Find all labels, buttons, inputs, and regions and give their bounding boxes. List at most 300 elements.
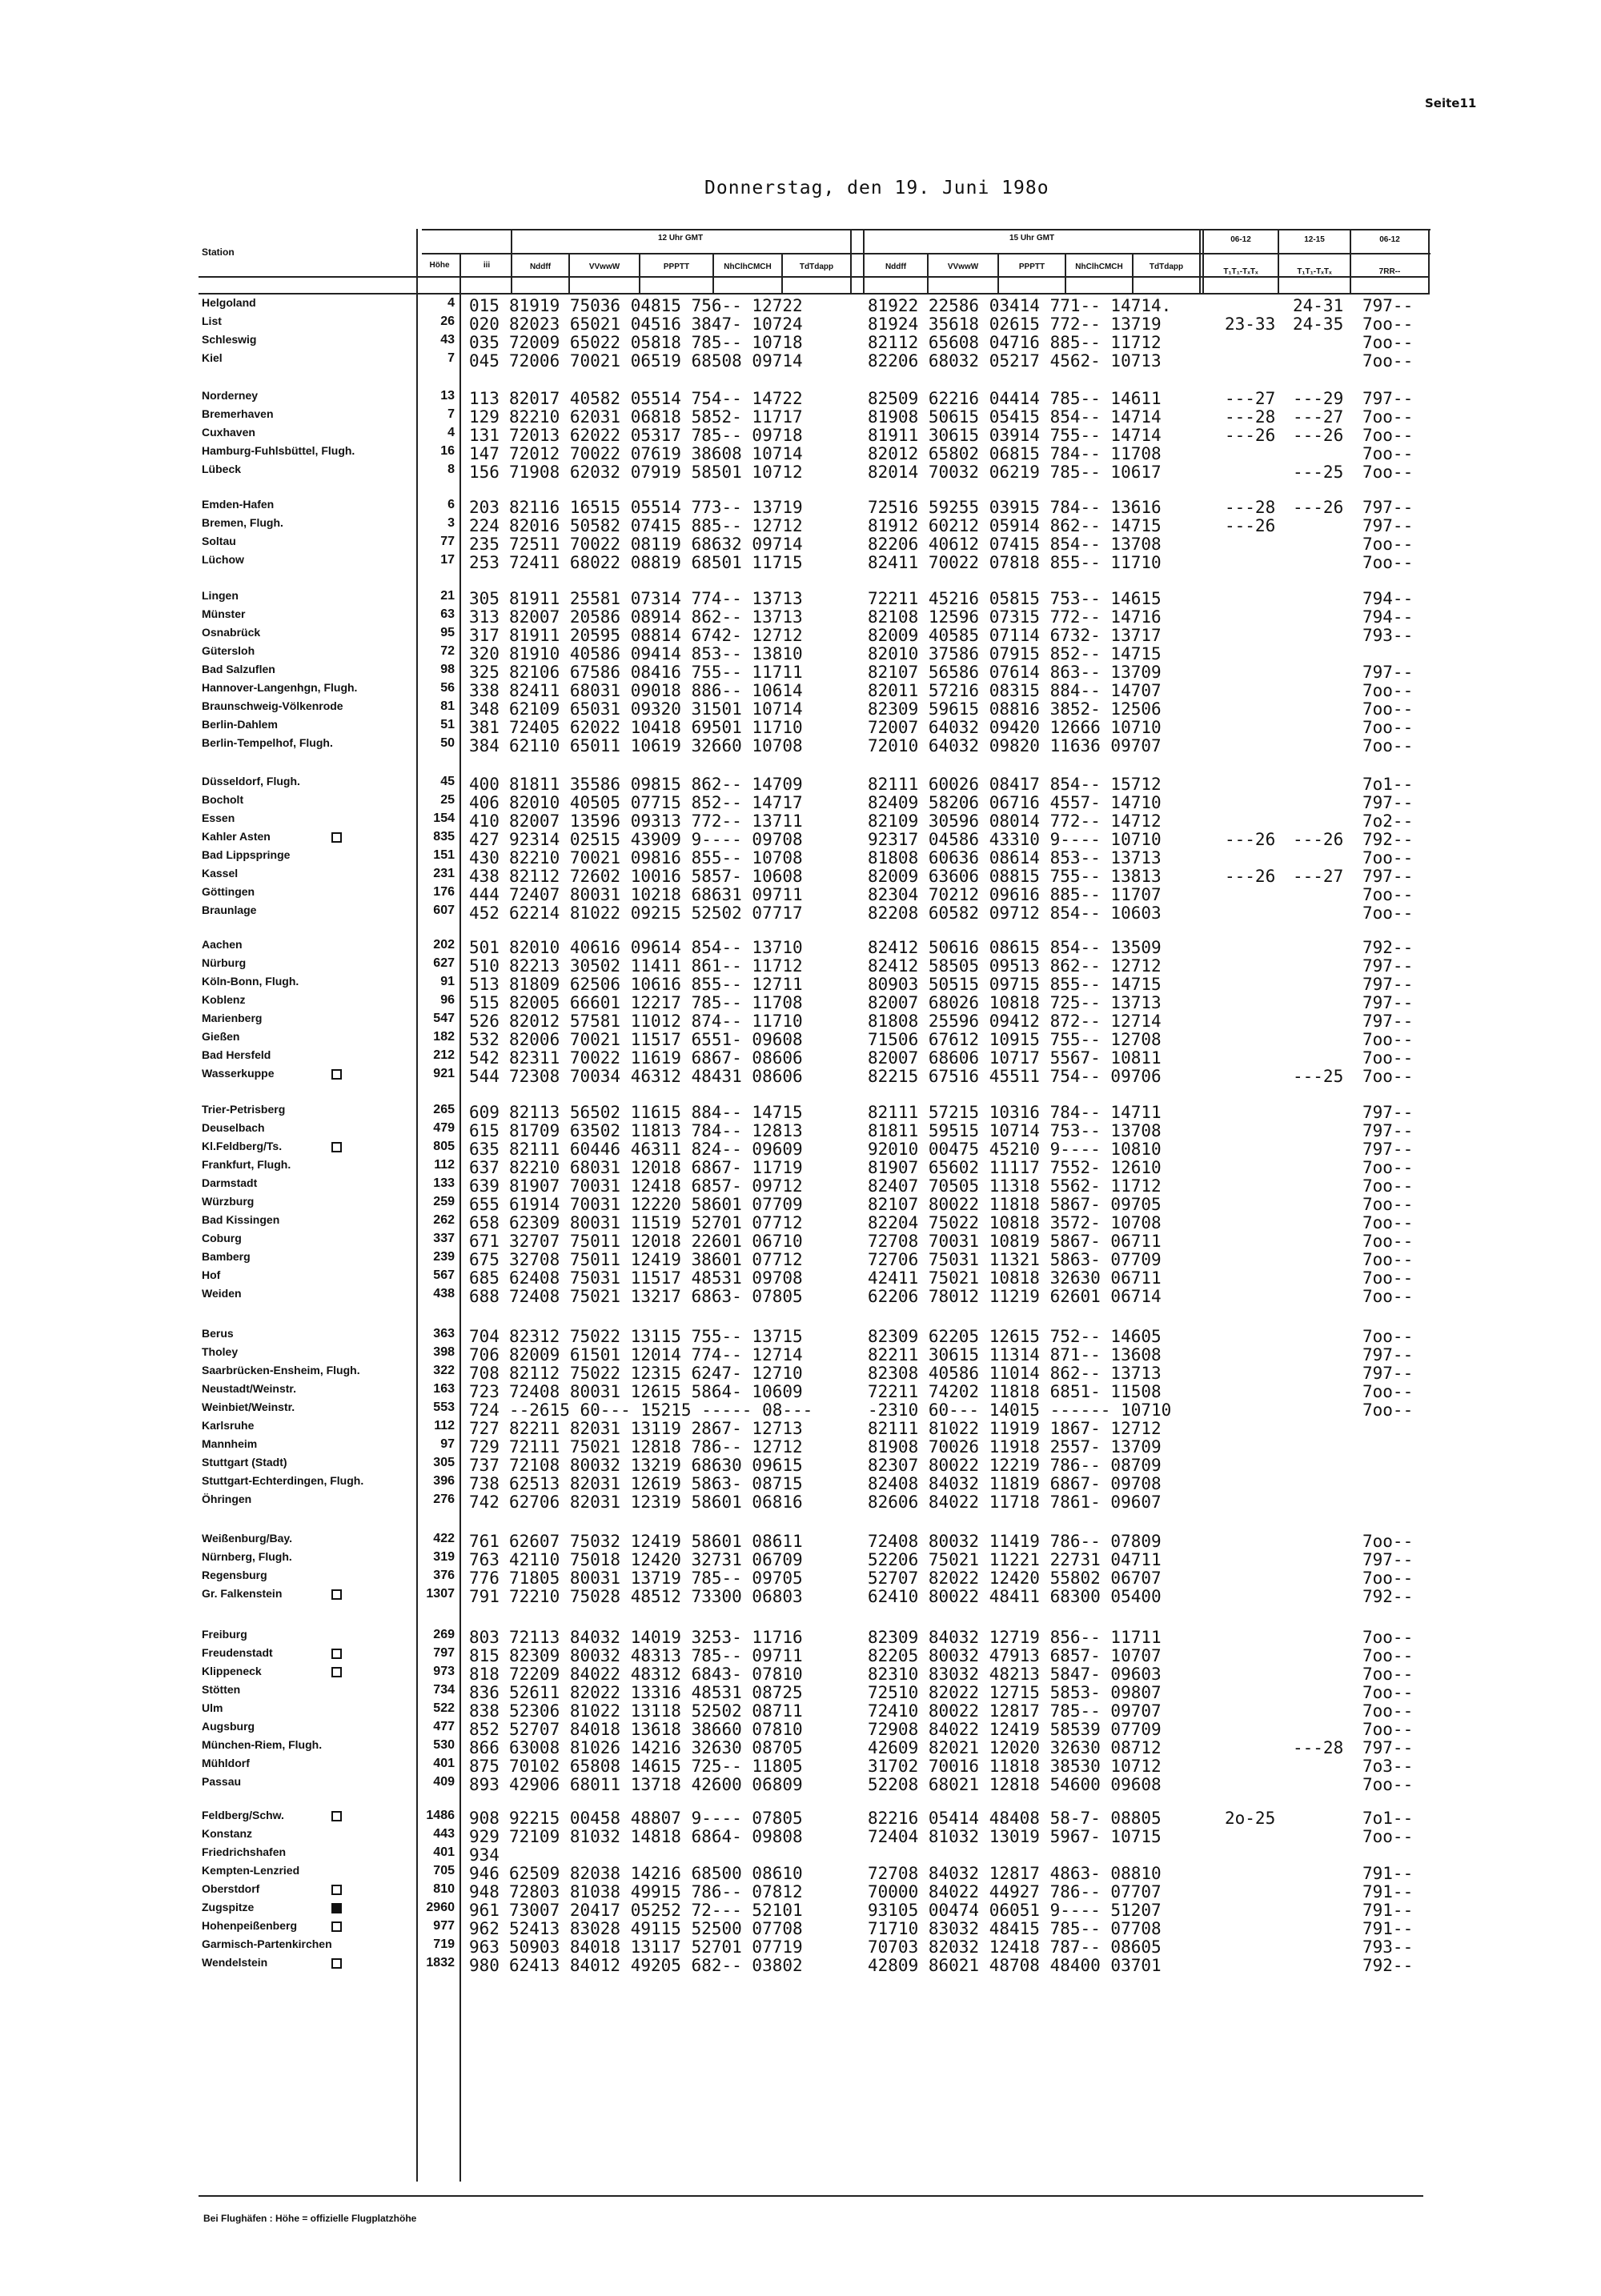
station-height: 398 [433,1345,455,1359]
station-height: 133 [433,1176,455,1190]
extra-right-rule [1428,229,1430,293]
code-group: 797-- [1362,1345,1414,1364]
station-id: 045 [469,351,500,371]
obs-15-gmt: 82309 59615 08816 3852- 12506 [868,699,1162,719]
obs-12-gmt: 70102 65808 14615 725-- 11805 [509,1757,803,1776]
station-id: 688 [469,1287,500,1306]
temp-range-1: ---27 [1225,389,1276,408]
station-name: Bad Hersfeld [202,1048,271,1061]
station-id: 655 [469,1195,500,1214]
temp-range-2: ---26 [1293,830,1344,849]
station-id: 224 [469,516,500,535]
col-sep-15-2 [997,253,999,293]
obs-12-gmt: 82210 70021 09816 855-- 10708 [509,848,803,868]
temp-range-2: ---29 [1293,389,1344,408]
station-id: 381 [469,718,500,737]
table-row [0,1548,1601,1569]
temp-range-2: ---28 [1293,1738,1344,1757]
station-name: Stötten [202,1683,241,1696]
code-group: 797-- [1362,993,1414,1012]
station-id: 544 [469,1067,500,1086]
code-group: 7oo-- [1362,444,1414,463]
table-row [0,1100,1601,1122]
station-name: Konstanz [202,1827,252,1840]
code-group: 7oo-- [1362,1701,1414,1721]
station-height: 396 [433,1474,455,1488]
date-heading: Donnerstag, den 19. Juni 198o [704,178,1049,198]
obs-15-gmt: 42411 75021 10818 32630 06711 [868,1268,1162,1288]
station-id: 738 [469,1474,500,1493]
obs-12-gmt: 62509 82038 14216 68500 08610 [509,1864,803,1883]
table-row [0,1490,1601,1512]
obs-12-gmt: 82112 75022 12315 6247- 12710 [509,1364,803,1383]
station-height: 276 [433,1493,455,1506]
station-name: Hohenpeißenberg [202,1919,298,1932]
obs-12-gmt: 50903 84018 13117 52701 07719 [509,1937,803,1957]
obs-12-gmt: 72411 68022 08819 68501 11715 [509,553,803,572]
station-name: Schleswig [202,333,257,346]
station-height: 1832 [426,1956,455,1969]
code-group: 7o2-- [1362,811,1414,831]
station-name: Weiden [202,1287,242,1300]
code-group: 7oo-- [1362,848,1414,868]
station-name: Freudenstadt [202,1646,273,1659]
code-group: 7oo-- [1362,1628,1414,1647]
table-row [0,1585,1601,1606]
obs-15-gmt: 81808 25596 09412 872-- 12714 [868,1012,1162,1031]
code-group: 7oo-- [1362,885,1414,904]
station-id: 763 [469,1550,500,1569]
station-name: Bad Kissingen [202,1213,280,1226]
table-row [0,1416,1601,1438]
station-name: Ulm [202,1701,223,1714]
obs-15-gmt: 72410 80022 12817 785-- 09707 [868,1701,1162,1721]
station-id: 325 [469,663,500,682]
obs-15-gmt: 82409 58206 06716 4557- 14710 [868,793,1162,812]
obs-12-gmt: 52611 82022 13316 48531 08725 [509,1683,803,1702]
station-name: Lüchow [202,553,244,566]
square-marker [331,1958,342,1969]
station-height: 231 [433,867,455,880]
temp-range-2: 24-31 [1293,296,1344,315]
obs-12-gmt: 82411 68031 09018 886-- 10614 [509,681,803,700]
code-group: 797-- [1362,1121,1414,1140]
table-row [0,349,1601,371]
station-name: Düsseldorf, Flugh. [202,775,300,787]
obs-15-gmt: 82204 75022 10818 3572- 10708 [868,1213,1162,1232]
table-row [0,715,1601,737]
station-height: 202 [433,938,455,952]
obs-15-gmt: 82007 68026 10818 725-- 13713 [868,993,1162,1012]
code-group: 7oo-- [1362,1158,1414,1177]
station-height: 259 [433,1195,455,1208]
obs-15-gmt: 52206 75021 11221 22731 04711 [868,1550,1162,1569]
obs-12-gmt: 82017 40582 05514 754-- 14722 [509,389,803,408]
obs-12-gmt: 82312 75022 13115 755-- 13715 [509,1327,803,1346]
code-group: 7oo-- [1362,1400,1414,1420]
station-id: 929 [469,1827,500,1846]
station-id: 129 [469,407,500,427]
col15-clouds: NhClhCMCH [1075,262,1123,271]
table-row [0,1806,1601,1828]
station-name: Helgoland [202,296,256,309]
station-name: Berus [202,1327,234,1340]
station-name: Bamberg [202,1250,251,1263]
table-row [0,423,1601,445]
iii-header: iii [483,261,491,270]
code-group: 7oo-- [1362,1665,1414,1684]
station-height: 376 [433,1569,455,1582]
obs-15-gmt: 82014 70032 06219 785-- 10617 [868,463,1162,482]
obs-12-gmt: 82116 16515 05514 773-- 13719 [509,498,803,517]
obs-12-gmt: 72113 84032 14019 3253- 11716 [509,1628,803,1647]
station-id: 875 [469,1757,500,1776]
station-height: 182 [433,1030,455,1044]
obs-15-gmt: 72010 64032 09820 11636 09707 [868,736,1162,755]
station-height: 95 [440,626,455,639]
table-row [0,697,1601,719]
code-group: 7oo-- [1362,1827,1414,1846]
station-name: Wasserkuppe [202,1067,275,1080]
table-row [0,514,1601,535]
code-group: 797-- [1362,389,1414,408]
table-row [0,442,1601,463]
obs-15-gmt: 82107 56586 07614 863-- 13709 [868,663,1162,682]
obs-15-gmt: 82309 62205 12615 752-- 14605 [868,1327,1162,1346]
station-name: Freiburg [202,1628,247,1641]
station-id: 776 [469,1569,500,1588]
station-id: 400 [469,775,500,794]
station-height: 4 [447,296,455,310]
obs-12-gmt: 62214 81022 09215 52502 07717 [509,904,803,923]
station-group [0,1806,1601,1975]
station-height: 409 [433,1775,455,1789]
obs-12-gmt: 62413 84012 49205 682-- 03802 [509,1956,803,1975]
obs-12-gmt: 81809 62506 10616 855-- 12711 [509,975,803,994]
table-row [0,1211,1601,1232]
obs-12-gmt: 62408 75031 11517 48531 09708 [509,1268,803,1288]
station-id: 253 [469,553,500,572]
station-name: Kassel [202,867,239,880]
station-height: 2960 [426,1901,455,1914]
code-group: 797-- [1362,516,1414,535]
obs-12-gmt: 81811 35586 09815 862-- 14709 [509,775,803,794]
obs-15-gmt: 62206 78012 11219 62601 06714 [868,1287,1162,1306]
table-row [0,1284,1601,1306]
temp-range-1: ---26 [1225,426,1276,445]
station-id: 893 [469,1775,500,1794]
obs-15-gmt: 82107 80022 11818 5867- 09705 [868,1195,1162,1214]
obs-12-gmt: 72308 70034 46312 48431 08606 [509,1067,803,1086]
obs-15-gmt: 81912 60212 05914 862-- 14715 [868,516,1162,535]
station-height: 56 [440,681,455,695]
station-name: Karlsruhe [202,1419,255,1432]
station-name: Weinbiet/Weinstr. [202,1400,295,1413]
code-group: 7oo-- [1362,1268,1414,1288]
table-row [0,1192,1601,1214]
obs-15-gmt: 81924 35618 02615 772-- 13719 [868,315,1162,334]
station-name: Friedrichshafen [202,1845,287,1858]
code-group: 797-- [1362,498,1414,517]
code-group: 7oo-- [1362,1683,1414,1702]
temp-range-2: ---25 [1293,463,1344,482]
extra-header-3: 06-12 [1379,235,1400,244]
gmt12-header: 12 Uhr GMT [657,234,704,242]
code-group: 792-- [1362,1956,1414,1975]
table-row [0,1917,1601,1938]
col15-nddff: Nddff [885,262,907,271]
station-name: Trier-Petrisberg [202,1103,286,1116]
station-id: 384 [469,736,500,755]
station-name: Bremerhaven [202,407,274,420]
station-name: Gr. Falkenstein [202,1587,283,1600]
station-id: 852 [469,1720,500,1739]
table-row [0,1046,1601,1068]
station-name: Marienberg [202,1012,263,1024]
station-name: Coburg [202,1232,242,1244]
station-name: Osnabrück [202,626,261,639]
gmt15-header: 15 Uhr GMT [1009,234,1055,242]
station-height: 547 [433,1012,455,1025]
obs-15-gmt: -2310 60--- 14015 ------ 10710 [868,1400,1172,1420]
temp-range-1: ---26 [1225,830,1276,849]
code-group: 7oo-- [1362,535,1414,554]
station-id: 305 [469,589,500,608]
obs-15-gmt: 72510 82022 12715 5853- 09807 [868,1683,1162,1702]
station-id: 671 [469,1232,500,1251]
station-height: 719 [433,1937,455,1951]
station-id: 908 [469,1809,500,1828]
obs-12-gmt: 81919 75036 04815 756-- 12722 [509,296,803,315]
obs-15-gmt: 82112 65608 04716 885-- 11712 [868,333,1162,352]
station-height: 734 [433,1683,455,1697]
station-height: 17 [440,553,455,567]
station-id: 020 [469,315,500,334]
temp-range-1: 23-33 [1225,315,1276,334]
station-name: Braunschweig-Völkenrode [202,699,343,712]
obs-12-gmt: 82106 67586 08416 755-- 11711 [509,663,803,682]
table-row [0,1266,1601,1288]
header-rule-2 [199,276,1430,278]
station-height: 6 [447,498,455,511]
table-row [0,405,1601,427]
code-group: 797-- [1362,867,1414,886]
station-height: 265 [433,1103,455,1116]
station-name: Hannover-Langenhgn, Flugh. [202,681,358,694]
station-id: 320 [469,644,500,663]
code-group: 794-- [1362,589,1414,608]
obs-15-gmt: 70703 82032 12418 787-- 08605 [868,1937,1162,1957]
station-id: 761 [469,1532,500,1551]
obs-15-gmt: 82108 12596 07315 772-- 14716 [868,607,1162,627]
station-height: 91 [440,975,455,988]
station-id: 156 [469,463,500,482]
code-group: 797-- [1362,1738,1414,1757]
station-id: 675 [469,1250,500,1269]
code-group: 7oo-- [1362,1382,1414,1401]
station-id: 635 [469,1140,500,1159]
col12-clouds: NhClhCMCH [724,262,772,271]
col12-nddff: Nddff [529,262,552,271]
obs-12-gmt: --2615 60--- 15215 ----- 08--- [509,1400,813,1420]
temp-range-1: ---26 [1225,516,1276,535]
square-marker [331,1811,342,1821]
obs-12-gmt: 62109 65031 09320 31501 10714 [509,699,803,719]
station-name: Würzburg [202,1195,255,1208]
table-row [0,312,1601,334]
temp-range-2: ---26 [1293,498,1344,517]
col-sep-12-2 [639,253,640,293]
obs-15-gmt: 71506 67612 10915 755-- 12708 [868,1030,1162,1049]
obs-12-gmt: 82309 80032 48313 785-- 09711 [509,1646,803,1665]
table-row [0,1644,1601,1665]
station-height: 7 [447,351,455,365]
col15-tdtd: TdTdapp [1149,262,1184,271]
obs-12-gmt: 82210 62031 06818 5852- 11717 [509,407,803,427]
obs-15-gmt: 72708 84032 12817 4863- 08810 [868,1864,1162,1883]
station-id: 836 [469,1683,500,1702]
obs-15-gmt: 72706 75031 11321 5863- 07709 [868,1250,1162,1269]
station-height: 401 [433,1757,455,1770]
station-height: 239 [433,1250,455,1264]
table-row [0,791,1601,812]
table-row [0,1825,1601,1846]
col-sep-12-4 [781,253,783,293]
station-name: Tholey [202,1345,239,1358]
obs-15-gmt: 71710 83032 48415 785-- 07708 [868,1919,1162,1938]
table-row [0,1435,1601,1457]
obs-15-gmt: 82211 30615 11314 871-- 13608 [868,1345,1162,1364]
table-row [0,623,1601,645]
station-id: 131 [469,426,500,445]
code-group: 797-- [1362,1012,1414,1031]
obs-12-gmt: 72013 62022 05317 785-- 09718 [509,426,803,445]
col12-tdtd: TdTdapp [799,262,834,271]
square-marker [331,1649,342,1659]
station-id: 313 [469,607,500,627]
station-height: 50 [440,736,455,750]
station-height: 627 [433,956,455,970]
table-row [0,1529,1601,1551]
table-row [0,991,1601,1012]
table-row [0,1119,1601,1140]
obs-12-gmt: 82111 60446 46311 824-- 09609 [509,1140,803,1159]
temp-range-2: ---26 [1293,426,1344,445]
station-height: 98 [440,663,455,676]
station-name: Hof [202,1268,221,1281]
obs-15-gmt: 31702 70016 11818 38530 10712 [868,1757,1162,1776]
table-row [0,1398,1601,1420]
station-height: 607 [433,904,455,917]
table-row [0,883,1601,904]
obs-15-gmt: 82509 62216 04414 785-- 14611 [868,389,1162,408]
code-group: 797-- [1362,1103,1414,1122]
station-name: Koblenz [202,993,246,1006]
code-group: 7o3-- [1362,1757,1414,1776]
station-height: 112 [434,1419,455,1432]
code-group: 7oo-- [1362,1195,1414,1214]
temp-range-2: 24-35 [1293,315,1344,334]
station-height: 176 [433,885,455,899]
station-name: Deuselbach [202,1121,265,1134]
station-height: 269 [433,1628,455,1641]
station-name: Gütersloh [202,644,255,657]
col-sep-15-4 [1132,253,1134,293]
station-height: 72 [440,644,455,658]
station-id: 818 [469,1665,500,1684]
obs-12-gmt: 82010 40616 09614 854-- 13710 [509,938,803,957]
station-name: Kahler Asten [202,830,271,843]
station-height: 797 [433,1646,455,1660]
code-group: 7oo-- [1362,1232,1414,1251]
station-height: 112 [434,1158,455,1172]
gmt15-right-rule [1199,229,1201,293]
obs-15-gmt: 82111 60026 08417 854-- 15712 [868,775,1162,794]
station-id: 706 [469,1345,500,1364]
station-id: 723 [469,1382,500,1401]
station-height: 8 [447,463,455,476]
obs-12-gmt: 72108 80032 13219 68630 09615 [509,1456,803,1475]
table-row [0,1453,1601,1475]
obs-12-gmt: 82311 70022 11619 6867- 08606 [509,1048,803,1068]
station-id: 430 [469,848,500,868]
station-height: 422 [433,1532,455,1545]
obs-12-gmt: 82012 57581 11012 874-- 11710 [509,1012,803,1031]
station-id: 338 [469,681,500,700]
station-id: 427 [469,830,500,849]
obs-15-gmt: 92317 04586 43310 9---- 10710 [868,830,1162,849]
table-row [0,587,1601,608]
hoehe-header: Höhe [429,261,450,270]
station-id: 515 [469,993,500,1012]
station-name: Feldberg/Schw. [202,1809,284,1821]
station-height: 262 [433,1213,455,1227]
code-group: 7oo-- [1362,463,1414,482]
station-name: Passau [202,1775,242,1788]
square-marker [331,1589,342,1600]
obs-12-gmt: 72405 62022 10418 69501 11710 [509,718,803,737]
station-id: 658 [469,1213,500,1232]
obs-15-gmt: 72408 80032 11419 786-- 07809 [868,1532,1162,1551]
station-id: 609 [469,1103,500,1122]
code-group: 797-- [1362,1550,1414,1569]
station-id: 948 [469,1882,500,1901]
code-group: 7oo-- [1362,407,1414,427]
obs-15-gmt: 82205 80032 47913 6857- 10707 [868,1646,1162,1665]
code-group: 797-- [1362,793,1414,812]
station-name: Emden-Hafen [202,498,275,511]
table-row [0,1472,1601,1493]
obs-12-gmt: 81910 40586 09414 853-- 13810 [509,644,803,663]
table-row [0,1028,1601,1049]
obs-12-gmt: 42110 75018 12420 32731 06709 [509,1550,803,1569]
obs-12-gmt: 62110 65011 10619 32660 10708 [509,736,803,755]
station-id: 724 [469,1400,500,1420]
obs-15-gmt: 82206 40612 07415 854-- 13708 [868,535,1162,554]
obs-15-gmt: 81911 30615 03914 755-- 14714 [868,426,1162,445]
table-row [0,1137,1601,1159]
code-group: 7oo-- [1362,1048,1414,1068]
station-name: Weißenburg/Bay. [202,1532,293,1545]
footnote: Bei Flughäfen : Höhe = offizielle Flugplatzhöhe [203,2213,417,2224]
code-group: 7oo-- [1362,1646,1414,1665]
table-row [0,1343,1601,1364]
station-height: 163 [433,1382,455,1396]
code-group: 7oo-- [1362,1030,1414,1049]
obs-15-gmt: 72007 64032 09420 12666 10710 [868,718,1162,737]
station-height: 401 [433,1845,455,1859]
table-row [0,809,1601,831]
